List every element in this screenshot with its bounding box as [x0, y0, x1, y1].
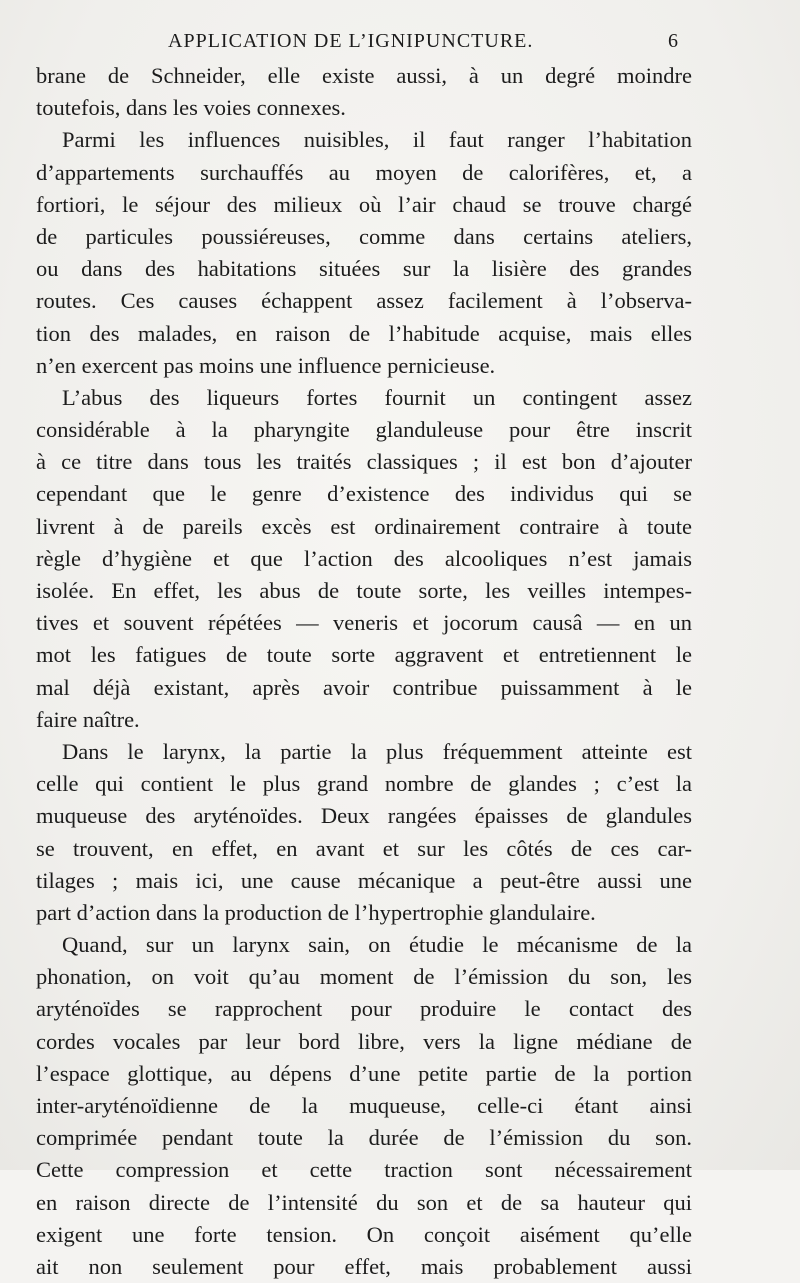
body-text	[36, 60, 692, 1283]
paragraph	[36, 929, 692, 1283]
text-line: Quand, sur un larynx sain, on étudie le mécanisme de la	[62, 932, 692, 958]
text-line: mal déjà existant, après avoir contribue puissamment à le	[36, 674, 692, 700]
text-line: L’abus des liqueurs fortes fournit un contingent assez	[62, 384, 692, 410]
text-line: cordes vocales par leur bord libre, vers la ligne médiane de	[36, 1028, 692, 1054]
text-line: en raison directe de l’intensité du son et de sa hauteur qui	[36, 1189, 692, 1215]
text-line: l’espace glottique, au dépens d’une petite partie de la portion	[36, 1060, 692, 1086]
text-line: part d’action dans la production de l’hypertrophie glandulaire.	[36, 899, 596, 925]
text-line: aryténoïdes se rapprochent pour produire le contact des	[36, 996, 692, 1022]
text-line: Dans le larynx, la partie la plus fréquemment atteinte est	[62, 738, 692, 764]
text-line: faire naître.	[36, 706, 140, 732]
text-line: Parmi les influences nuisibles, il faut ranger l’habitation	[62, 127, 692, 153]
running-head	[0, 30, 800, 60]
text-line: tilages ; mais ici, une cause mécanique a peut-être aussi une	[36, 867, 692, 893]
text-line: brane de Schneider, elle existe aussi, à un degré moindre	[36, 63, 692, 88]
paragraph	[36, 736, 692, 929]
text-line: livrent à de pareils excès est ordinairement contraire à toute	[36, 513, 692, 539]
text-line: toutefois, dans les voies connexes.	[36, 95, 346, 121]
text-line: celle qui contient le plus grand nombre de glandes ; c’est la	[36, 771, 692, 797]
text-line: phonation, on voit qu’au moment de l’émission du son, les	[36, 964, 692, 990]
text-line: ou dans des habitations situées sur la lisière des grandes	[36, 256, 692, 282]
text-line: règle d’hygiène et que l’action des alcooliques n’est jamais	[36, 545, 692, 571]
running-title: APPLICATION DE L’IGNIPUNCTURE.	[168, 30, 534, 52]
text-line: considérable à la pharyngite glanduleuse pour être inscrit	[36, 417, 692, 443]
text-line: de particules poussiéreuses, comme dans certains ateliers,	[36, 223, 692, 249]
text-line: comprimée pendant toute la durée de l’émission du son.	[36, 1125, 692, 1151]
text-line: routes. Ces causes échappent assez facilement à l’observa-	[36, 288, 692, 314]
paragraph	[36, 382, 692, 736]
text-line: inter-aryténoïdienne de la muqueuse, celle-ci étant ainsi	[36, 1093, 692, 1118]
text-line: Cette compression et cette traction sont nécessairement	[36, 1157, 692, 1183]
text-line: isolée. En effet, les abus de toute sorte, les veilles intempes-	[36, 578, 692, 603]
text-line: fortiori, le séjour des milieux où l’air chaud se trouve chargé	[36, 191, 692, 217]
text-line: à ce titre dans tous les traités classiques ; il est bon d’ajouter	[36, 449, 692, 475]
text-line: ait non seulement pour effet, mais probablement aussi	[36, 1253, 692, 1279]
text-line: n’en exercent pas moins une influence pernicieuse.	[36, 352, 496, 378]
page-number: 6	[668, 30, 678, 52]
text-line: muqueuse des aryténoïdes. Deux rangées épaisses de glandules	[36, 803, 692, 829]
text-line: tives et souvent répétées — veneris et jocorum causâ — en un	[36, 610, 692, 636]
text-line: d’appartements surchauffés au moyen de calorifères, et, a	[36, 159, 692, 185]
paragraph	[36, 124, 692, 382]
text-line: mot les fatigues de toute sorte aggravent et entretiennent le	[36, 642, 692, 668]
paragraph	[36, 60, 692, 124]
text-line: se trouvent, en effet, en avant et sur les côtés de ces car-	[36, 835, 692, 861]
text-line: cependant que le genre d’existence des individus qui se	[36, 481, 692, 507]
text-line: tion des malades, en raison de l’habitude acquise, mais elles	[36, 320, 692, 346]
text-line: exigent une forte tension. On conçoit aisément qu’elle	[36, 1221, 692, 1247]
